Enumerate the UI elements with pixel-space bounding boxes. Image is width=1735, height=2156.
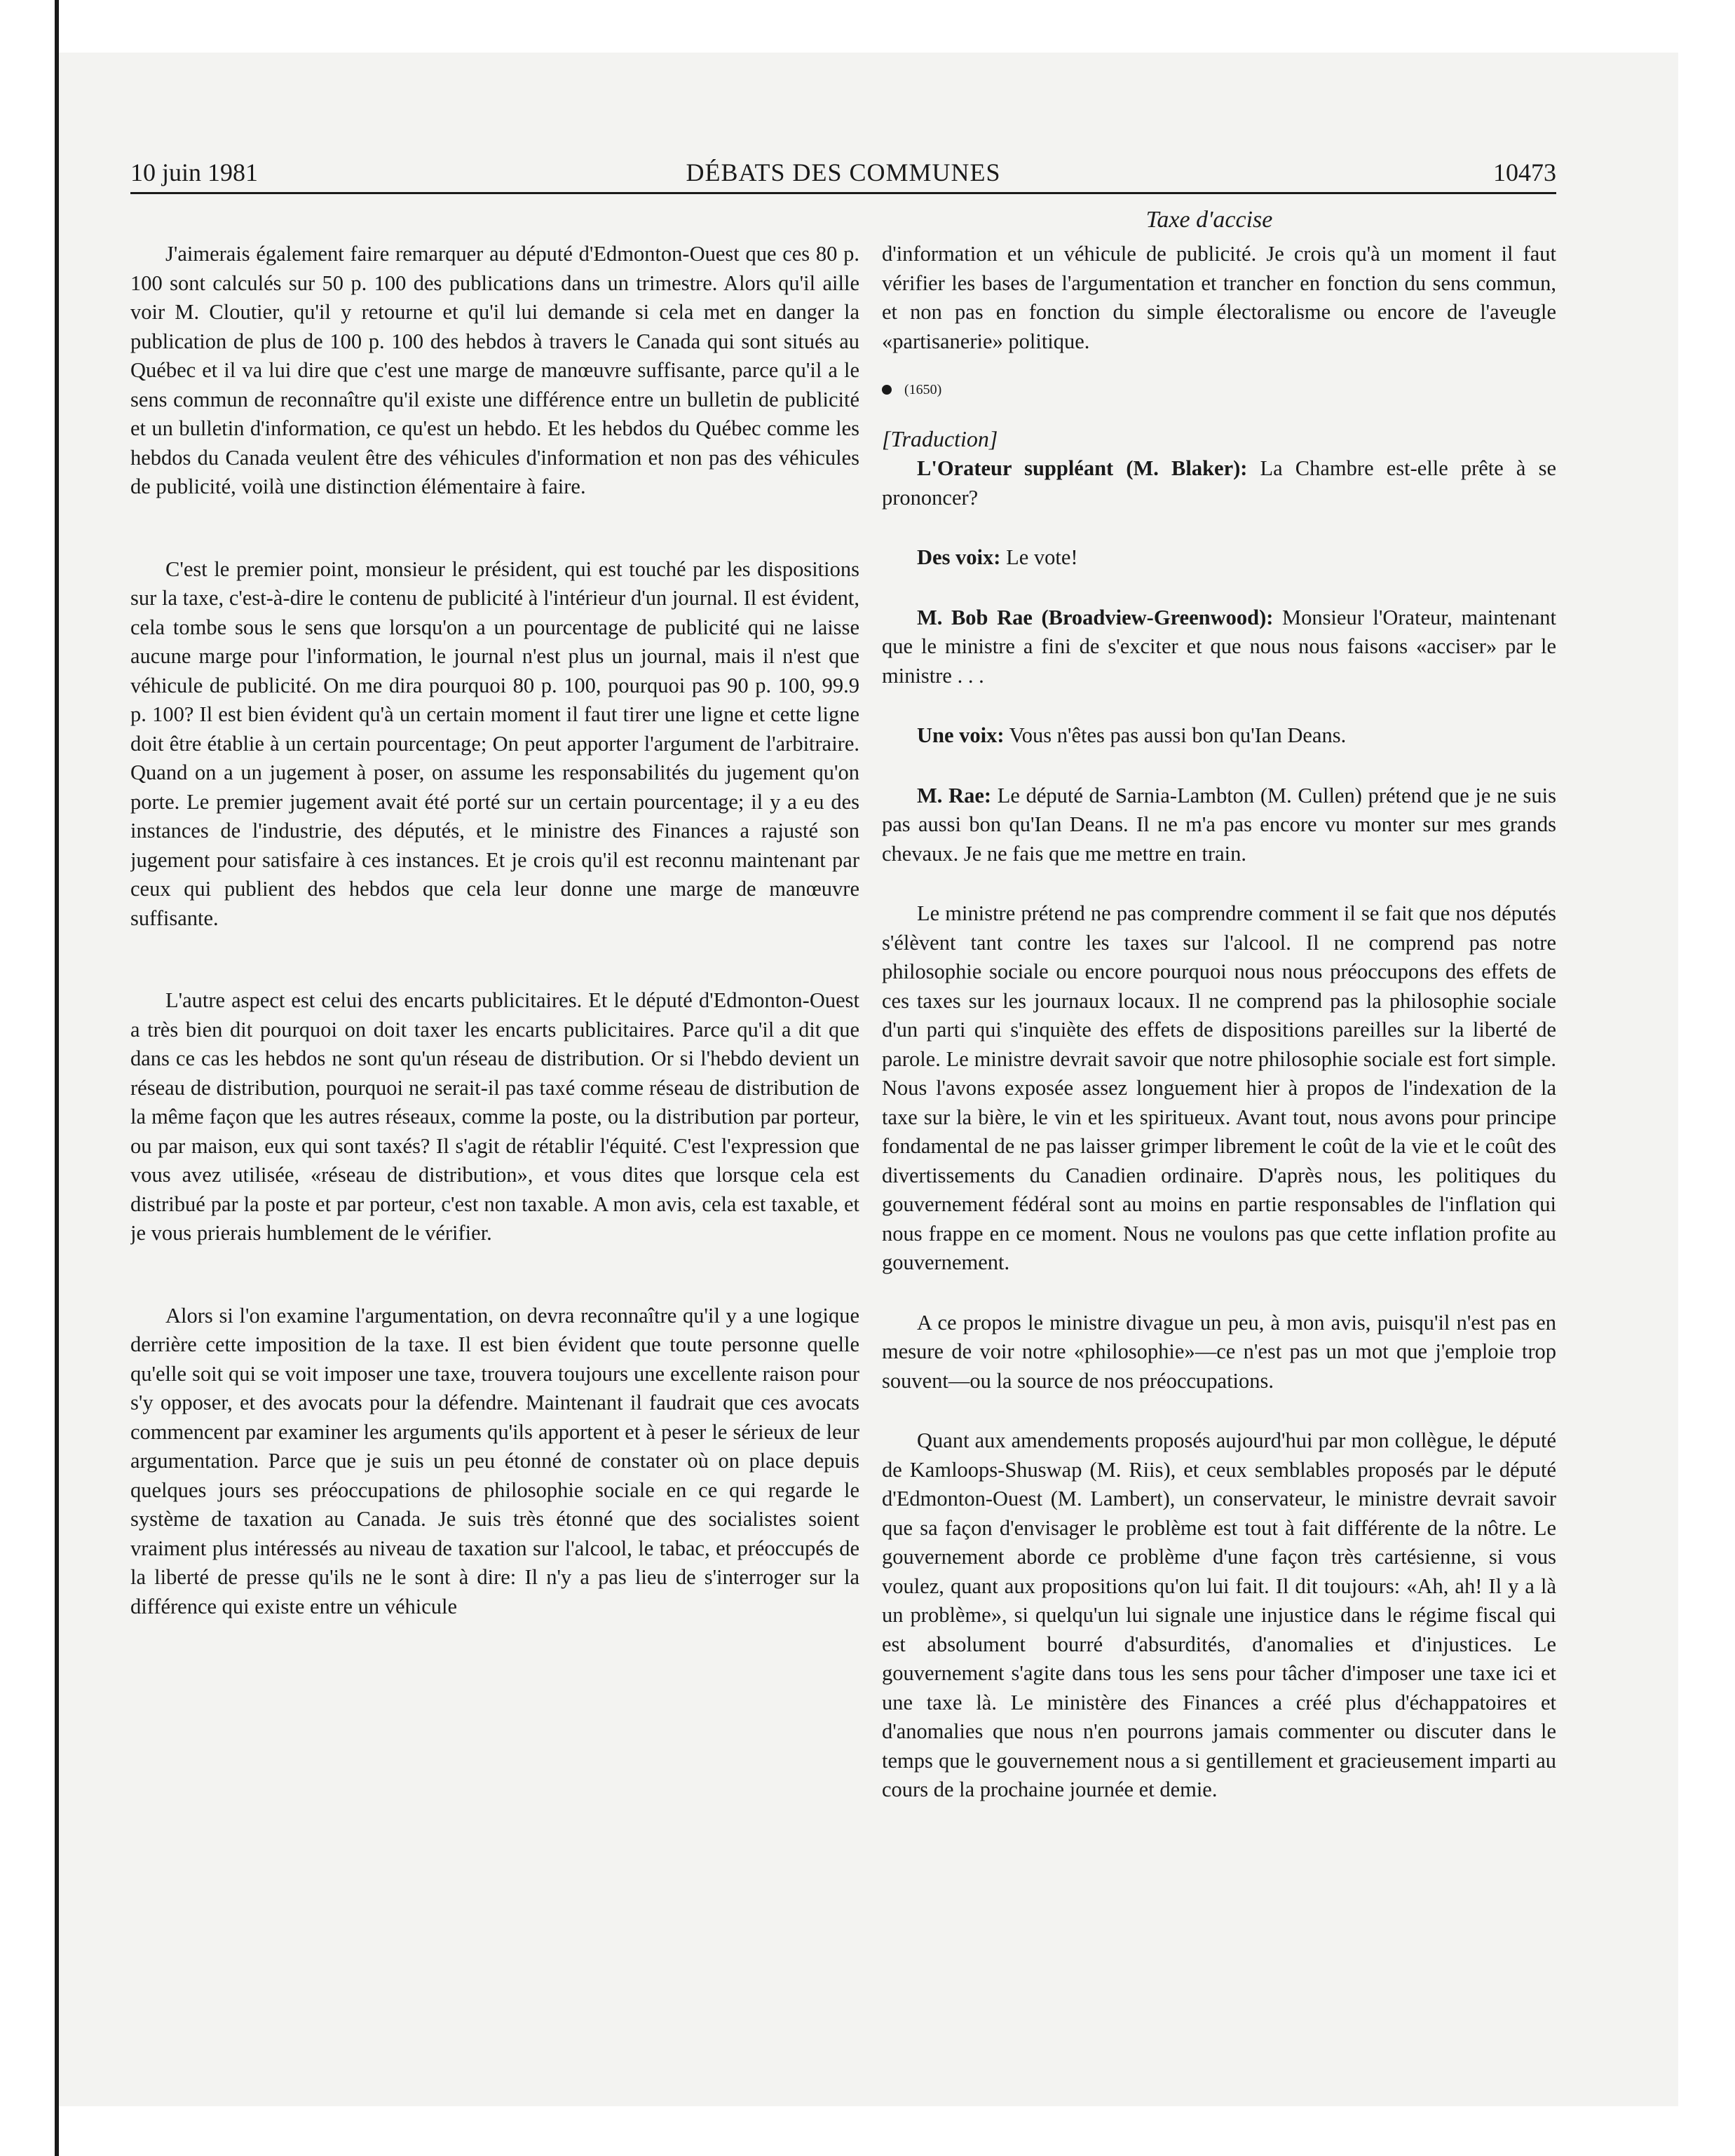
- time-marker: [882, 376, 1556, 404]
- time-marker-text: (1650): [904, 382, 942, 397]
- speech-text: Vous n'êtes pas aussi bon qu'Ian Deans.: [1004, 723, 1347, 747]
- paragraph: L'autre aspect est celui des encarts publicitaires. Et le député d'Edmonton-Ouest a très bien dit pourquoi on doit taxer les encarts publicitaires. Parce qu'il a dit que dans ce cas les hebdos ne sont qu'un réseau de distribution. Or si l'hebdo devient un réseau de distribution, pourquoi ne serait-il pas taxé comme réseau de distribution de la même façon que les autres réseaux, comme la poste, ou la distribution par porteur, ou par maison, eux qui sont taxés? Il s'agit de rétablir l'équité. C'est l'expression que vous avez utilisée, «réseau de distribution», et vous dites que lorsque cela est distribué par la poste et par porteur, c'est non taxable. A mon avis, cela est taxable, et je vous prierais humblement de le vérifier.: [130, 988, 859, 1245]
- header-page-number: 10473: [1493, 158, 1556, 186]
- speaker-name: L'Orateur suppléant (M. Blaker):: [917, 456, 1248, 480]
- subject-heading: Taxe d'accise: [1145, 207, 1273, 233]
- speech-des-voix: [882, 543, 1556, 573]
- page-header: [130, 153, 1556, 194]
- header-journal-title: DÉBATS DES COMMUNES: [686, 158, 1001, 186]
- speech-text: Le député de Sarnia-Lambton (M. Cullen) prétend que je ne suis pas aussi bon qu'Ian Deans. Il ne m'a pas encore vu monter sur mes grands chevaux. Je ne fais que me mettre en train.: [882, 783, 1556, 866]
- speech-text: Le vote!: [1000, 545, 1078, 569]
- paragraph: A ce propos le ministre divague un peu, à mon avis, puisqu'il n'est pas en mesure de voir notre «philosophie»—ce n'est pas un mot que j'emploie trop souvent—ou la source de nos préoccupations.: [882, 1310, 1556, 1393]
- speech-text: La Chambre est-elle prête à se prononcer?: [882, 456, 1556, 510]
- speaker-name: Une voix:: [917, 723, 1005, 747]
- paragraph: Le ministre prétend ne pas comprendre comment il se fait que nos députés s'élèvent tant contre les taxes sur l'alcool. Il ne comprend pas notre philosophie sociale ou encore pourquoi nous nous préoccupons des effets de ces taxes sur les journaux locaux. Il ne comprend pas la philosophie sociale d'un parti qui s'inquiète des effets de dispositions pareilles sur la liberté de parole. Le ministre devrait savoir que notre philosophie sociale est fort simple. Nous l'avons exposée assez longuement hier à propos de l'indexation de la taxe sur la bière, le vin et les spiritueux. Avant tout, nous avons pour principe fondamental de ne pas laisser grimper librement le coût de la vie et le coût des divertissements du Canadien ordinaire. D'après nous, les politiques du gouvernement fédéral sont au moins en partie responsables de l'inflation qui nous frappe en ce moment. Nous ne voulons pas que cette inflation profite au gouvernement.: [882, 901, 1556, 1274]
- left-column: [130, 240, 859, 2104]
- paragraph: J'aimerais également faire remarquer au député d'Edmonton-Ouest que ces 80 p. 100 sont calculés sur 50 p. 100 des publications dans un trimestre. Alors qu'il aille voir M. Cloutier, qu'il y retourne et qu'il lui demande si cela met en danger la publication de plus de 100 p. 100 des hebdos à travers le Canada qui sont situés au Québec et il va lui dire que c'est une marge de manœuvre suffisante, parce qu'il a le sens commun de reconnaître qu'il existe une différence entre un bulletin de publicité et un bulletin d'information, ce qu'est un hebdo. Et les hebdos du Québec comme les hebdos du Canada veulent être des véhicules d'information et non pas des véhicules de publicité, voilà une distinction élémentaire à faire.: [130, 242, 859, 498]
- bullet-icon: [882, 385, 892, 395]
- speaker-name: Des voix:: [917, 545, 1001, 569]
- speaker-name: M. Rae:: [917, 783, 992, 807]
- speech-orateur: [882, 454, 1556, 512]
- right-column: [882, 240, 1556, 2104]
- speaker-name: M. Bob Rae (Broadview-Greenwood):: [917, 605, 1274, 629]
- translation-label: [Traduction]: [882, 426, 998, 451]
- paragraph: Alors si l'on examine l'argumentation, on devra reconnaître qu'il y a une logique derrière cette imposition de la taxe. Il est bien évident que toute personne quelle qu'elle soit qui se voit imposer une taxe, trouvera toujours une excellente raison pour s'y opposer, et des avocats pour la défendre. Maintenant il faudrait que ces avocats commencent par examiner les arguments qu'ils apportent et à peser le sérieux de leur argumentation. Parce que je suis un peu étonné de constater où on place depuis quelques jours ses préoccupations de philosophie sociale en ce qui regarde le système de taxation au Canada. Je suis très étonné que des socialistes soient vraiment plus intéressés au niveau de taxation sur l'alcool, le tabac, et préoccupés de la liberté de presse qu'ils ne le sont à dire: Il n'y a pas lieu de s'interroger sur la différence qui existe entre un véhicule: [130, 1303, 859, 1618]
- header-date: 10 juin 1981: [130, 158, 259, 186]
- paragraph: Quant aux amendements proposés aujourd'hui par mon collègue, le député de Kamloops-Shuswap (M. Riis), et ceux semblables proposés par le député d'Edmonton-Ouest (M. Lambert), un conservateur, le ministre devrait savoir que sa façon d'envisager le problème est tout à fait différente de la nôtre. Le gouvernement aborde ce problème d'une façon très cartésienne, si vous voulez, quant aux propositions qu'on lui fait. Il dit toujours: «Ah, ah! Il y a là un problème», si quelqu'un lui signale une injustice dans le régime fiscal qui est absolument bourré d'absurdités, d'anomalies et d'injustices. Le gouvernement s'agite dans tous les sens pour tâcher d'imposer une taxe ici et une taxe là. Le ministère des Finances a créé plus d'échappatoires et d'anomalies que nous n'en pourrons jamais commenter ou discuter dans le temps que le gouvernement nous a si gentillement et gracieusement imparti au cours de la prochaine journée et demie.: [882, 1428, 1556, 1801]
- speech-rae: [882, 782, 1556, 869]
- speech-une-voix: [882, 721, 1556, 751]
- scan-margin: [0, 0, 59, 2156]
- speech-bob-rae: [882, 603, 1556, 691]
- speech-text: Monsieur l'Orateur, maintenant que le ministre a fini de s'exciter et que nous nous faisons «acciser» par le ministre . . .: [882, 605, 1556, 688]
- paragraph: C'est le premier point, monsieur le président, qui est touché par les dispositions sur la taxe, c'est-à-dire le contenu de publicité à l'intérieur d'un journal. Il est évident, cela tombe sous le sens que lorsqu'on a un pourcentage de publicité qui ne laisse aucune marge pour l'information, le journal n'est plus un journal, mais il n'est que véhicule de publicité. On me dira pourquoi 80 p. 100, pourquoi pas 90 p. 100, 99.9 p. 100? Il est bien évident qu'à un certain moment il faut tirer une ligne et cette ligne doit être établie à un certain pourcentage; On peut apporter l'argument de l'arbitraire. Quand on a un jugement à poser, on assume les responsabilités du jugement qu'on porte. Le premier jugement avait été porté sur un certain pourcentage; il y a eu des instances de l'industrie, des députés, et le ministre des Finances a rajusté son jugement pour satisfaire à ces instances. Et je crois qu'il est reconnu maintenant par ceux qui publient des hebdos que cela leur donne une marge de manœuvre suffisante.: [130, 557, 859, 930]
- paragraph-continued: d'information et un véhicule de publicité. Je crois qu'à un moment il faut vérifier les bases de l'argumentation et trancher en fonction du sens commun, et non pas en fonction du simple électoralisme ou encore de l'aveugle «partisanerie» politique.: [882, 242, 1556, 353]
